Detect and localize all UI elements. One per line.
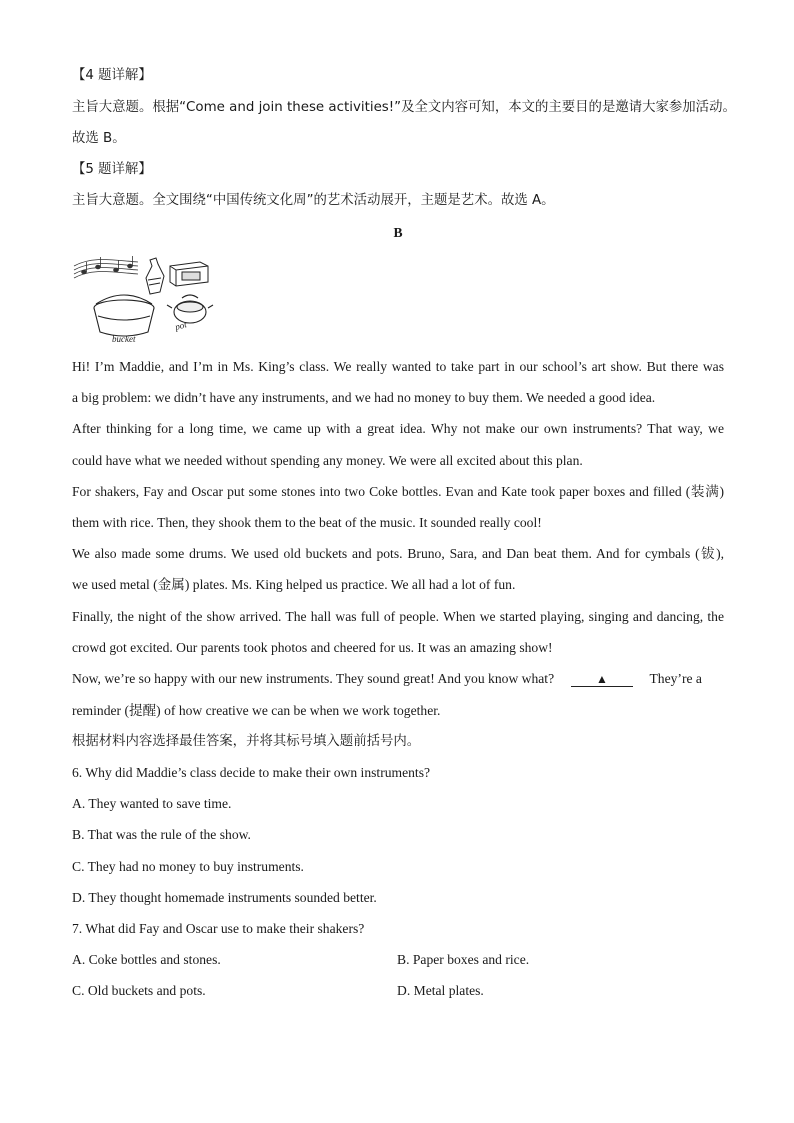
q4-answer: 故选 B。 <box>72 131 126 146</box>
q4-explanation: 主旨大意题。根据“Come and join these activities!”及全文内容可知，本文的主要目的是邀请大家参加活动。 <box>72 100 736 115</box>
pot-label: pot <box>173 319 188 332</box>
coke-bottle-icon <box>146 258 164 294</box>
passage-line-9: Finally, the night of the show arrived. The hall was full of people. When we started playing, singing and dancing, the <box>72 609 724 624</box>
q6-option-a: A. They wanted to save time. <box>72 796 232 811</box>
passage-line-4: could have what we needed without spending any money. We were all excited about this plan. <box>72 453 583 468</box>
bucket-icon <box>94 295 154 336</box>
pot-icon <box>167 295 213 323</box>
instruction: 根据材料内容选择最佳答案，并将其标号填入题前括号内。 <box>72 734 421 749</box>
passage-line-11 <box>72 670 724 688</box>
q7-option-row-2 <box>72 982 724 1000</box>
paper-box-icon <box>170 262 208 286</box>
answer-blank: ▲ <box>571 672 633 687</box>
q6-option-d: D. They thought homemade instruments sounded better. <box>72 890 377 905</box>
q7-option-b: B. Paper boxes and rice. <box>397 952 530 967</box>
passage-line-7: We also made some drums. We used old buckets and pots. Bruno, Sara, and Dan beat them. And for cymbals (钹), <box>72 546 724 561</box>
music-notes-icon <box>74 256 138 278</box>
passage-line-8: we used metal (金属) plates. Ms. King helped us practice. We all had a lot of fun. <box>72 577 516 592</box>
q7-option-row-1 <box>72 951 724 969</box>
instruments-illustration <box>72 252 214 344</box>
q6-stem: 6. Why did Maddie’s class decide to make their own instruments? <box>72 765 431 780</box>
passage-line-1: Hi! I’m Maddie, and I’m in Ms. King’s class. We really wanted to take part in our school’s art show. But there was <box>72 359 724 374</box>
section-title: B <box>393 225 403 240</box>
passage-line-3: After thinking for a long time, we came up with a great idea. Why not make our own instruments? That way, we <box>72 421 724 436</box>
passage-line-10: crowd got excited. Our parents took photos and cheered for us. It was an amazing show! <box>72 640 553 655</box>
q4-heading: 【4 题详解】 <box>72 68 152 83</box>
passage-line-2: a big problem: we didn’t have any instruments, and we had no money to buy them. We needed a good idea. <box>72 390 656 405</box>
q7-option-c: C. Old buckets and pots. <box>72 983 206 998</box>
q7-option-d: D. Metal plates. <box>397 983 484 998</box>
passage-line-11-start: Now, we’re so happy with our new instruments. They sound great! And you know what? <box>72 671 555 686</box>
passage-line-6: them with rice. Then, they shook them to the beat of the music. It sounded really cool! <box>72 515 542 530</box>
q6-option-c: C. They had no money to buy instruments. <box>72 859 304 874</box>
bucket-label: bucket <box>112 334 136 344</box>
q5-heading: 【5 题详解】 <box>72 162 152 177</box>
passage-line-11-end: They’re a <box>649 671 702 686</box>
passage-line-12: reminder (提醒) of how creative we can be when we work together. <box>72 703 441 718</box>
q6-option-b: B. That was the rule of the show. <box>72 827 251 842</box>
q5-explanation: 主旨大意题。全文围绕“中国传统文化周”的艺术活动展开，主题是艺术。故选 A。 <box>72 193 555 208</box>
q7-stem: 7. What did Fay and Oscar use to make their shakers? <box>72 921 365 936</box>
q7-option-a: A. Coke bottles and stones. <box>72 952 221 967</box>
passage-line-5: For shakers, Fay and Oscar put some stones into two Coke bottles. Evan and Kate took paper boxes and filled (装满) <box>72 484 724 499</box>
